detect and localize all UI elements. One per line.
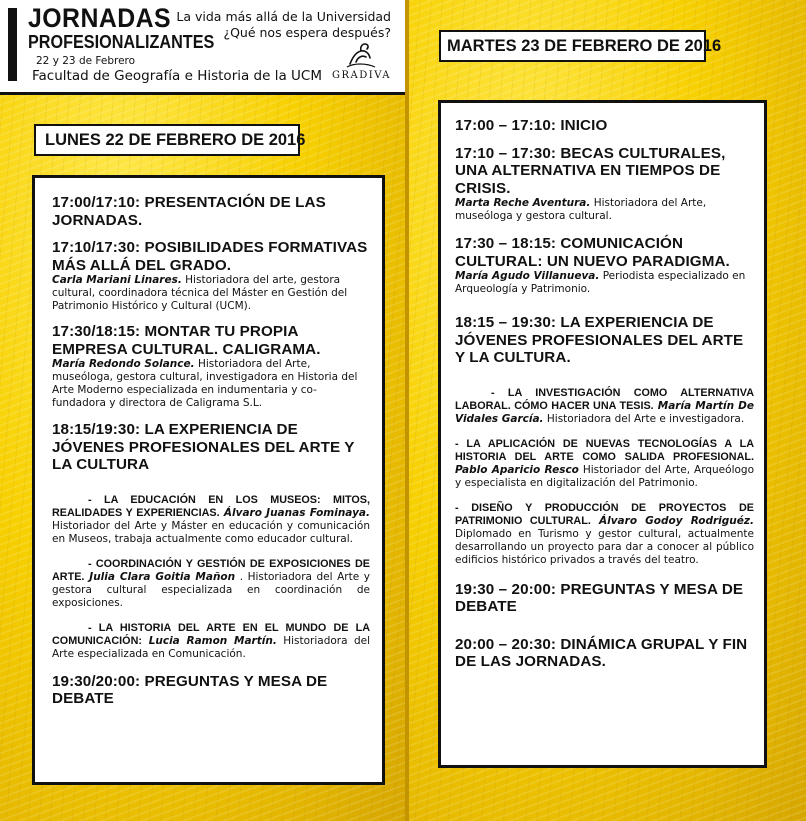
tuesday-panel xyxy=(409,0,806,821)
tagline-2: ¿Qué nos espera después? xyxy=(223,25,391,40)
gradiva-logo xyxy=(332,42,390,81)
talk-2-speaker: Pablo Aparicio Resco xyxy=(455,463,579,476)
event-2-description xyxy=(52,274,370,313)
event-2-bio: Historiadora del arte, gestora cultural, coordinadora técnica del Máster en Gestión del Patrimonio Histórico y Cultural (UCM). xyxy=(52,274,348,312)
event-5-title: 19:30/20:00: PREGUNTAS Y MESA DE DEBATE xyxy=(52,672,328,707)
talk-1-speaker: María Martín De Vidales García. xyxy=(455,399,754,425)
day-1-schedule xyxy=(32,175,385,785)
event-3-description xyxy=(52,358,370,410)
talk-3-title: - LA HISTORIA DEL ARTE EN EL MUNDO DE LA COMUNICACIÓN: xyxy=(52,621,370,647)
talk-1-title: - LA EDUCACIÓN EN LOS MUSEOS: MITOS, REALIDADES Y EXPERIENCIAS. xyxy=(52,493,370,519)
talk-2-title: - COORDINACIÓN Y GESTIÓN DE EXPOSICIONES DE ARTE. xyxy=(52,557,370,583)
gradiva-figure-icon xyxy=(344,42,378,68)
event-6-title: 20:00 – 20:30: DINÁMICA GRUPAL Y FIN DE LAS JORNADAS. xyxy=(455,635,748,670)
talk-3-title: - DISEÑO Y PRODUCCIÓN DE PROYECTOS DE PATRIMONIO CULTURAL. xyxy=(455,501,754,527)
logo-text: GRADIVA xyxy=(332,70,391,81)
event-3-speaker: María Redondo Solance. xyxy=(52,358,195,370)
talk-3 xyxy=(455,502,754,567)
tagline-1: La vida más allá de la Universidad xyxy=(176,9,391,24)
event-3-title: 17:30 – 18:15: COMUNICACIÓN CULTURAL: UN NUEVO PARADIGMA. xyxy=(455,235,730,270)
header-box xyxy=(0,0,405,95)
talk-1-title: - LA INVESTIGACIÓN COMO ALTERNATIVA LABORAL. CÓMO HACER UNA TESIS. xyxy=(455,386,754,412)
event-subtitle: PROFESIONALIZANTES xyxy=(28,32,215,52)
faculty-name: Facultad de Geografía e Historia de la UCM xyxy=(32,68,322,84)
event-2-description xyxy=(455,197,754,223)
event-3-bio: Periodista especializado en Arqueología y Patrimonio. xyxy=(455,270,746,295)
day-2-heading: MARTES 23 DE FEBRERO DE 2016 xyxy=(439,30,706,62)
event-title: JORNADAS xyxy=(28,3,172,33)
event-4-title: 18:15/19:30: LA EXPERIENCIA DE JÓVENES PROFESIONALES DEL ARTE Y LA CULTURA xyxy=(52,421,355,473)
event-2-title: 17:10/17:30: POSIBILIDADES FORMATIVAS MÁS ALLÁ DEL GRADO. xyxy=(52,239,368,274)
event-2-title: 17:10 – 17:30: BECAS CULTURALES, UNA ALTERNATIVA EN TIEMPOS DE CRISIS. xyxy=(455,144,726,197)
talk-2-bio: . Historiadora del Arte y gestora cultural especializada en coordinación de exposiciones. xyxy=(52,570,370,609)
talk-3 xyxy=(52,622,370,661)
event-3-title: 17:30/18:15: MONTAR TU PROPIA EMPRESA CULTURAL. CALIGRAMA. xyxy=(52,323,321,358)
talk-2 xyxy=(52,558,370,610)
event-4-title: 18:15 – 19:30: LA EXPERIENCIA DE JÓVENES PROFESIONALES DEL ARTE Y LA CULTURA. xyxy=(455,314,744,366)
talk-1 xyxy=(52,494,370,546)
event-3-bio: Historiadora del Arte, museóloga, gestora cultural, investigadora en Historia del Arte Moderno especializada en indumentaria y co-fundadora y directora de Caligrama S.L. xyxy=(52,358,358,409)
talk-1-speaker: Álvaro Juanas Fominaya. xyxy=(219,506,370,519)
event-1-title: 17:00 – 17:10: INICIO xyxy=(455,117,608,134)
talk-3-bio: Historiadora del Arte especializada en Comunicación. xyxy=(52,634,370,660)
talk-2-bio: Historiador del Arte, Arqueólogo y especialista en digitalización del Patrimonio. xyxy=(455,463,754,489)
talk-1-bio: Historiadora del Arte e investigadora. xyxy=(543,412,745,425)
day-1-heading: LUNES 22 DE FEBRERO DE 2016 xyxy=(34,124,300,156)
day-2-schedule xyxy=(438,100,767,768)
talk-2 xyxy=(455,438,754,490)
talk-2-title: - LA APLICACIÓN DE NUEVAS TECNOLOGÍAS A LA HISTORIA DEL ARTE COMO SALIDA PROFESIONAL. xyxy=(455,437,754,463)
event-5-title: 19:30 – 20:00: PREGUNTAS Y MESA DE DEBATE xyxy=(455,580,744,615)
header-bar xyxy=(8,8,17,81)
event-2-speaker: Carla Mariani Linares. xyxy=(52,274,182,286)
talk-3-speaker: Lucia Ramon Martín. xyxy=(141,634,277,647)
event-dates: 22 y 23 de Febrero xyxy=(36,55,136,67)
talk-1-bio: Historiador del Arte y Máster en educación y comunicación en Museos, trabaja actualmente como educador cultural. xyxy=(52,519,370,545)
event-3-speaker: María Agudo Villanueva. xyxy=(455,270,600,282)
talk-1 xyxy=(455,387,754,426)
event-2-bio: Historiadora del Arte, museóloga y gestora cultural. xyxy=(455,197,707,222)
talk-3-bio: Diplomado en Turismo y gestor cultural, actualmente desarrollando un proyecto para dar a conocer al público edificios histórico privados a través del teatro. xyxy=(455,527,754,566)
event-1-title: 17:00/17:10: PRESENTACIÓN DE LAS JORNADAS. xyxy=(52,194,326,229)
event-2-speaker: Marta Reche Aventura. xyxy=(455,197,591,209)
talk-3-speaker: Álvaro Godoy Rodriguéz. xyxy=(590,514,754,527)
talk-2-speaker: Julia Clara Goitia Mañon xyxy=(84,570,236,583)
event-3-description xyxy=(455,270,754,296)
